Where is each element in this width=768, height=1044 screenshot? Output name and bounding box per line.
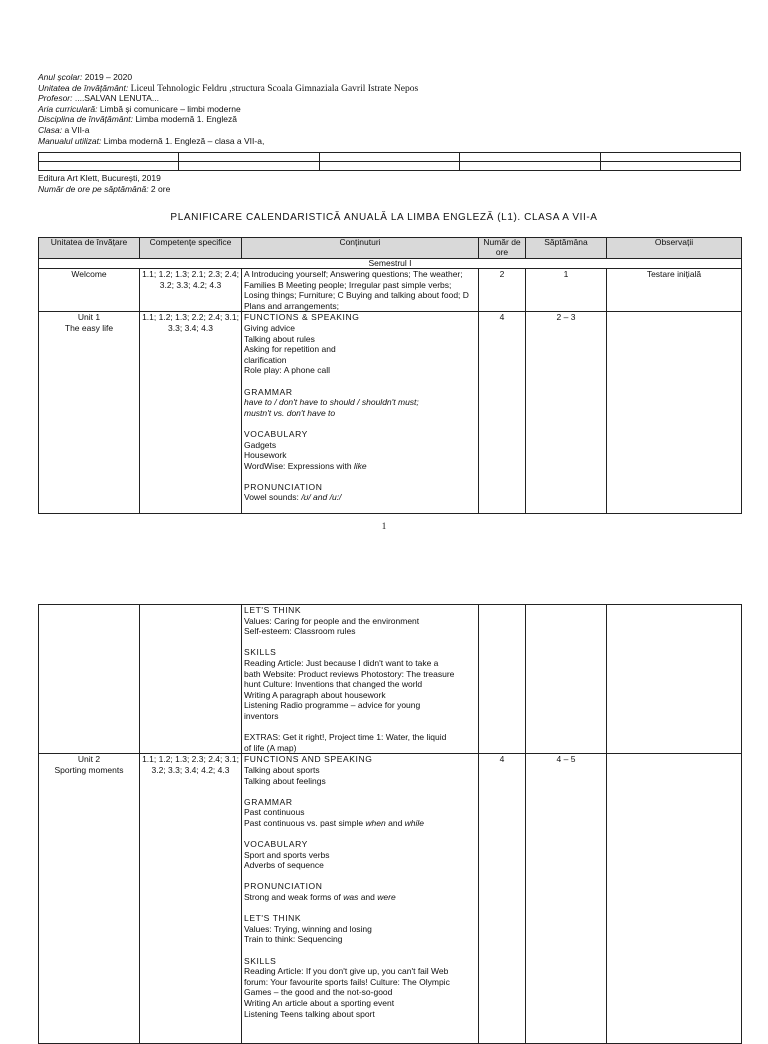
publisher-line: Editura Art Klett, București, 2019: [38, 173, 161, 183]
blank-grid: [38, 152, 741, 171]
contents-cell: [242, 754, 479, 1044]
content-line: Past continuous: [244, 807, 305, 818]
content-line: Giving advice: [244, 322, 296, 333]
content-line: WordWise: Expressions with like: [244, 460, 367, 471]
content-line: Talking about feelings: [244, 775, 326, 786]
content-line: hunt Culture: Inventions that changed the world: [244, 679, 423, 690]
unit-number: Unit 1: [77, 312, 101, 323]
publisher-block: [38, 173, 170, 194]
content-line: Writing A paragraph about housework: [244, 689, 386, 700]
content-line: Past continuous vs. past simple when and while: [244, 817, 425, 828]
contents-cell: [242, 312, 479, 514]
blank-cell: [179, 162, 319, 171]
content-line: Values: Caring for people and the environment: [244, 615, 420, 626]
hours-line: Număr de ore pe săptămână: 2 ore: [38, 183, 171, 194]
content-line: bath Website: Product reviews Photostory: The treasure: [244, 668, 455, 679]
col-header-week: Săptămâna: [526, 238, 607, 259]
curricular-area-line: Aria curriculară: Limbă și comunicare – limbi moderne: [38, 103, 241, 114]
unit-cell: [39, 605, 140, 754]
subject-line: Disciplina de învățământ: Limba modernă 1. Engleză: [38, 114, 237, 125]
week-cell: 2 – 3: [526, 312, 607, 514]
blank-cell: [179, 153, 319, 162]
page-number: 1: [381, 521, 387, 531]
table-row-unit1: [39, 312, 742, 514]
content-line: Reading Article: Just because I didn't want to take a: [244, 657, 439, 668]
school-year-line: Anul școlar: 2019 – 2020: [38, 72, 133, 82]
section-heading: GRAMMAR: [244, 796, 293, 807]
content-line: Talking about rules: [244, 333, 315, 344]
week-cell: 4 – 5: [526, 754, 607, 1044]
planning-table-continued: [38, 604, 742, 1044]
content-line: Train to think: Sequencing: [244, 934, 343, 945]
content-line: have to / don't have to should / shouldn't must;: [244, 397, 419, 408]
content-line: Writing An article about a sporting event: [244, 997, 395, 1008]
hours-cell: 2: [479, 269, 526, 312]
page-2: [0, 604, 768, 1024]
hours-cell: 4: [479, 754, 526, 1044]
section-heading: PRONUNCIATION: [244, 881, 323, 892]
contents-cell: A Introducing yourself; Answering questions; The weather; Families B Meeting people; Irregular past simple verbs; Losing things; Furniture; C Buying and talking about food; D Plans and arrangements;: [242, 269, 479, 312]
section-heading: LET'S THINK: [244, 605, 302, 615]
hours-cell: 4: [479, 312, 526, 514]
semester-row: [39, 259, 742, 269]
content-line: Vowel sounds: /ʊ/ and /u:/: [244, 492, 342, 503]
section-heading: VOCABULARY: [244, 839, 308, 850]
col-header-hours: Număr de ore: [479, 238, 526, 259]
col-header-contents: Conținuturi: [242, 238, 479, 259]
unit-number: Unit 2: [77, 754, 101, 765]
page-gap: [0, 540, 768, 604]
table-row-unit1-continued: [39, 605, 742, 754]
content-line: Reading Article: If you don't give up, you can't fail Web: [244, 966, 449, 977]
content-line: forum: Your favourite sports fails! Culture: The Olympic: [244, 976, 450, 987]
content-line: Listening Teens talking about sport: [244, 1008, 375, 1019]
section-heading: FUNCTIONS & SPEAKING: [244, 312, 360, 323]
col-header-notes: Observații: [607, 238, 742, 259]
content-line: Role play: A phone call: [244, 365, 331, 376]
content-line: Values: Trying, winning and losing: [244, 923, 372, 934]
planning-table: [38, 237, 742, 514]
content-line: clarification: [244, 354, 287, 365]
blank-cell: [460, 162, 600, 171]
content-line: Adverbs of sequence: [244, 860, 324, 871]
contents-cell: [242, 605, 479, 754]
content-line: Gadgets: [244, 439, 277, 450]
table-row-welcome: [39, 269, 742, 312]
week-cell: 1: [526, 269, 607, 312]
hours-cell: [479, 605, 526, 754]
blank-cell: [39, 162, 179, 171]
section-heading: SKILLS: [244, 955, 277, 966]
competences-cell: 1.1; 1.2; 1.3; 2.3; 2.4; 3.1; 3.2; 3.3; 3.4; 4.2; 4.3: [140, 754, 242, 1044]
unit-title: The easy life: [64, 322, 114, 333]
document-header: [38, 72, 728, 146]
notes-cell: Testare inițială: [607, 269, 742, 312]
blank-cell: [319, 162, 459, 171]
content-line: Sport and sports verbs: [244, 849, 330, 860]
table-row-unit2: [39, 754, 742, 1044]
content-line: of life (A map): [244, 742, 297, 753]
section-heading: VOCABULARY: [244, 428, 308, 439]
blank-cell: [600, 153, 740, 162]
notes-cell: [607, 312, 742, 514]
week-cell: [526, 605, 607, 754]
content-line: Asking for repetition and: [244, 344, 336, 355]
school-unit-line: Unitatea de învățământ: Liceul Tehnologic Feldru ,structura Scoala Gimnaziala Gavril Istrate Nepos: [38, 82, 419, 94]
blank-cell: [460, 153, 600, 162]
content-line: Self-esteem: Classroom rules: [244, 626, 356, 637]
blank-cell: [600, 162, 740, 171]
col-header-competences: Competențe specifice: [140, 238, 242, 259]
unit-cell: [39, 754, 140, 1044]
teacher-line: Profesor: ....SALVAN LENUTA...: [38, 93, 159, 104]
content-line: Housework: [244, 450, 287, 461]
content-line: EXTRAS: Get it right!, Project time 1: Water, the liquid: [244, 732, 447, 743]
unit-title: Sporting moments: [54, 764, 124, 775]
competences-cell: [140, 605, 242, 754]
content-line: Strong and weak forms of was and were: [244, 892, 396, 903]
semester-label: Semestrul I: [39, 259, 742, 269]
notes-cell: [607, 605, 742, 754]
content-line: Talking about sports: [244, 764, 320, 775]
section-heading: PRONUNCIATION: [244, 481, 323, 492]
blank-cell: [39, 153, 179, 162]
section-heading: SKILLS: [244, 647, 277, 658]
content-line: mustn't vs. don't have to: [244, 407, 336, 418]
notes-cell: [607, 754, 742, 1044]
competences-cell: 1.1; 1.2; 1.3; 2.1; 2.3; 2.4; 3.2; 3.3; 4.2; 4.3: [140, 269, 242, 312]
unit-cell: [39, 312, 140, 514]
competences-cell: 1.1; 1.2; 1.3; 2.2; 2.4; 3.1; 3.3; 3.4; 4.3: [140, 312, 242, 514]
section-heading: LET'S THINK: [244, 913, 302, 924]
col-header-unit: Unitatea de învățare: [39, 238, 140, 259]
unit-cell: Welcome: [39, 269, 140, 312]
blank-cell: [319, 153, 459, 162]
content-line: Listening Radio programme – advice for young: [244, 700, 421, 711]
content-line: Games – the good and the not-so-good: [244, 987, 393, 998]
table-header-row: [39, 238, 742, 259]
document-title: PLANIFICARE CALENDARISTICĂ ANUALĂ LA LIMBA ENGLEZĂ (L1). CLASA A VII-A: [170, 212, 598, 223]
section-heading: GRAMMAR: [244, 386, 293, 397]
content-line: inventors: [244, 710, 279, 721]
class-line: Clasa: a VII-a: [38, 124, 90, 135]
textbook-line: Manualul utilizat: Limba modernă 1. Engleză – clasa a VII-a,: [38, 135, 265, 146]
section-heading: FUNCTIONS AND SPEAKING: [244, 754, 373, 765]
